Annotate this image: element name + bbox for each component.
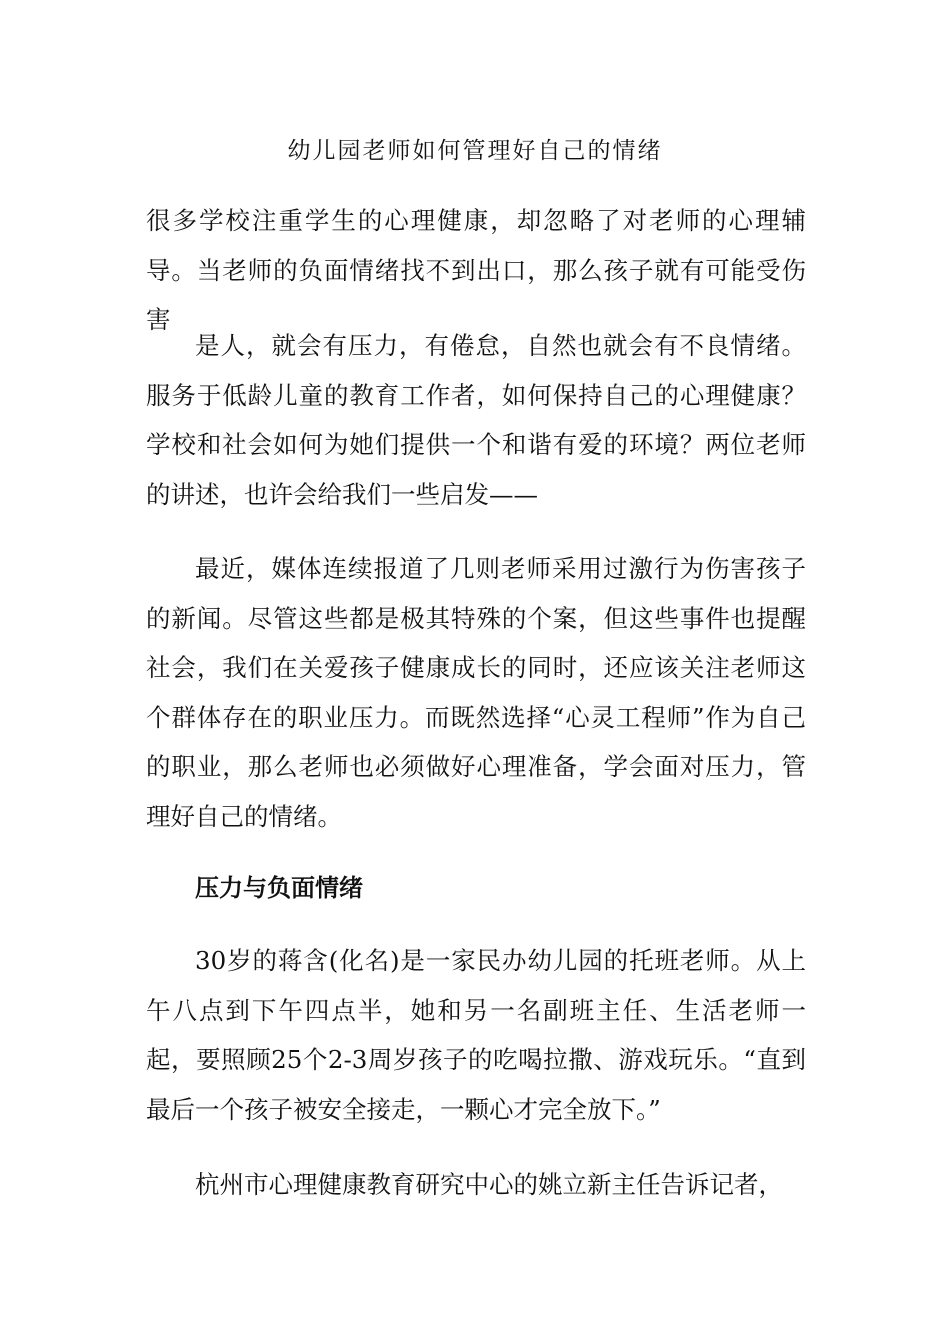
- body-paragraph-3: 30岁的蒋含(化名)是一家民办幼儿园的托班老师。从上午八点到下午四点半，她和另一名副班主任、生活老师一起，要照顾25个2-3周岁孩子的吃喝拉撒、游戏玩乐。“直到最后一个孩子被安全接走，一颗心才完全放下。”: [146, 946, 806, 1124]
- document-title: 幼儿园老师如何管理好自己的情绪: [287, 138, 663, 164]
- lede-paragraph: 很多学校注重学生的心理健康，却忽略了对老师的心理辅导。当老师的负面情绪找不到出口，那么孩子就有可能受伤害: [146, 206, 806, 334]
- section-heading: 压力与负面情绪: [195, 874, 363, 902]
- body-paragraph-2: 最近，媒体连续报道了几则老师采用过激行为伤害孩子的新闻。尽管这些都是极其特殊的个案，但这些事件也提醒社会，我们在关爱孩子健康成长的同时，还应该关注老师这个群体存在的职业压力。而既然选择“心灵工程师”作为自己的职业，那么老师也必须做好心理准备，学会面对压力，管理好自己的情绪。: [146, 554, 806, 831]
- body-paragraph-4: 杭州市心理健康教育研究中心的姚立新主任告诉记者，: [195, 1170, 783, 1199]
- body-paragraph-1: 是人，就会有压力，有倦怠，自然也就会有不良情绪。服务于低龄儿童的教育工作者，如何保持自己的心理健康？学校和社会如何为她们提供一个和谐有爱的环境？两位老师的讲述，也许会给我们一些启发——: [146, 331, 806, 509]
